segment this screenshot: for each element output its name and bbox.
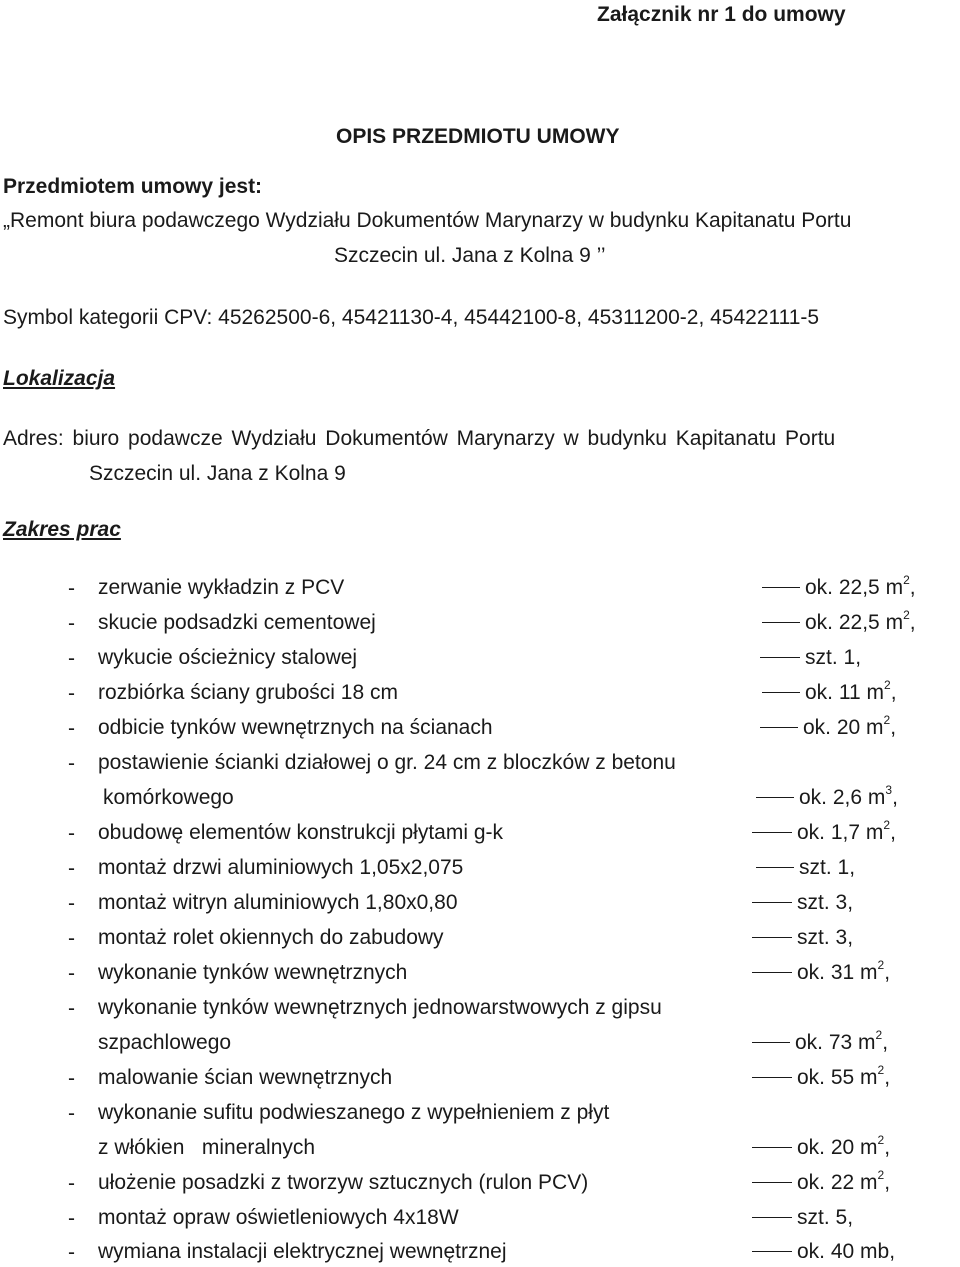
list-dash: - <box>68 1207 75 1230</box>
quantity-suffix: , <box>847 1206 854 1229</box>
quantity-suffix: , <box>884 1066 891 1089</box>
quantity-suffix: , <box>847 891 854 914</box>
quantity-suffix: , <box>909 576 916 599</box>
scope-item-quantity <box>752 1133 891 1159</box>
scope-item-description: wymiana instalacji elektrycznej wewnętrznej <box>98 1240 507 1263</box>
unit-exponent: 2 <box>883 818 891 832</box>
quantity-value: 22,5 m <box>838 576 904 599</box>
unit-exponent: 2 <box>877 1133 885 1147</box>
quantity-value: 5 <box>835 1206 848 1229</box>
list-dash: - <box>68 752 75 775</box>
scope-item-quantity <box>752 1207 853 1228</box>
scope-item-description: montaż opraw oświetleniowych 4x18W <box>98 1206 459 1229</box>
quantity-suffix: , <box>884 1136 891 1159</box>
unit-exponent: 2 <box>883 713 891 727</box>
scope-item-description: ułożenie posadzki z tworzyw sztucznych (rulon PCV) <box>98 1171 589 1194</box>
list-dash: - <box>68 682 75 705</box>
scope-item <box>0 1101 960 1159</box>
quantity-suffix: , <box>889 1240 896 1263</box>
unit-exponent: 2 <box>903 608 910 622</box>
scope-item-description: montaż witryn aluminiowych 1,80x0,80 <box>98 891 458 914</box>
unit-exponent: 2 <box>875 1028 883 1042</box>
scope-item <box>0 573 960 603</box>
unit-exponent: 2 <box>877 1063 885 1077</box>
scope-item <box>0 1241 960 1267</box>
quantity-prefix: ok. <box>799 786 833 809</box>
scope-item-description: skucie podsadzki cementowej <box>98 611 376 634</box>
dash-line <box>752 1217 792 1219</box>
quantity-value: 20 m <box>836 716 884 739</box>
scope-item <box>0 647 960 673</box>
subject-line-2: Szczecin ul. Jana z Kolna 9 ’’ <box>334 244 606 267</box>
dash-line <box>752 832 792 834</box>
subject-label: Przedmiotem umowy jest: <box>3 175 263 198</box>
scope-item-description-continued: szpachlowego <box>98 1031 232 1054</box>
scope-item-description: wykonanie tynków wewnętrznych jednowarstwowych z gipsu <box>98 996 662 1019</box>
quantity-value: 2,6 m <box>832 786 886 809</box>
quantity-suffix: , <box>890 681 897 704</box>
scope-item-quantity <box>752 892 853 913</box>
list-dash: - <box>68 1102 75 1125</box>
unit-exponent: 2 <box>884 678 891 692</box>
scope-item-quantity <box>752 1063 891 1089</box>
scope-item <box>0 958 960 988</box>
scope-item <box>0 818 960 848</box>
dash-line <box>762 692 800 694</box>
quantity-prefix: szt. <box>799 856 838 879</box>
quantity-value: 1 <box>837 856 850 879</box>
scope-item-description: obudowę elementów konstrukcji płytami g-k <box>98 821 504 844</box>
scope-item-quantity <box>752 1241 895 1262</box>
dash-line <box>752 1251 792 1253</box>
quantity-prefix: ok. <box>797 1136 831 1159</box>
quantity-prefix: ok. <box>805 576 839 599</box>
scope-item-quantity <box>760 713 897 739</box>
quantity-suffix: , <box>855 646 862 669</box>
scope-item-description: wykonanie sufitu podwieszanego z wypełnieniem z płyt <box>98 1101 610 1124</box>
dash-line <box>752 902 792 904</box>
scope-item-description-continued: z włókien mineralnych <box>98 1136 316 1159</box>
quantity-suffix: , <box>849 856 856 879</box>
scope-item-description-continued: komórkowego <box>103 786 234 809</box>
scope-item-quantity <box>762 608 916 634</box>
scope-item <box>0 927 960 953</box>
quantity-value: 22 m <box>830 1171 878 1194</box>
quantity-prefix: ok. <box>797 821 831 844</box>
scope-item-quantity <box>760 647 861 668</box>
scope-item-description: malowanie ścian wewnętrznych <box>98 1066 393 1089</box>
scope-item-description: rozbiórka ściany grubości 18 cm <box>98 681 398 704</box>
quantity-prefix: ok. <box>805 611 839 634</box>
list-dash: - <box>68 717 75 740</box>
quantity-prefix: ok. <box>803 716 837 739</box>
scope-item-quantity <box>756 857 855 878</box>
scope-item-quantity <box>762 678 897 704</box>
subject-line-1: „Remont biura podawczego Wydziału Dokumentów Marynarzy w budynku Kapitanatu Portu <box>3 209 852 232</box>
quantity-value: 20 m <box>830 1136 878 1159</box>
quantity-prefix: ok. <box>795 1031 829 1054</box>
scope-item-quantity <box>756 783 898 809</box>
list-dash: - <box>68 892 75 915</box>
quantity-suffix: , <box>847 926 854 949</box>
unit-exponent: 2 <box>877 958 885 972</box>
dash-line <box>756 797 794 799</box>
dash-line <box>752 1077 792 1079</box>
scope-heading: Zakres prac <box>3 518 121 541</box>
scope-item-quantity <box>762 573 916 599</box>
quantity-prefix: ok. <box>805 681 839 704</box>
quantity-suffix: , <box>892 786 898 809</box>
scope-item <box>0 751 960 809</box>
dash-line <box>762 587 800 589</box>
quantity-suffix: , <box>890 821 896 844</box>
scope-item-quantity <box>752 818 896 844</box>
unit-exponent: 2 <box>877 1168 885 1182</box>
quantity-prefix: szt. <box>797 1206 836 1229</box>
list-dash: - <box>68 577 75 600</box>
dash-line <box>752 1182 792 1184</box>
scope-item-description: zerwanie wykładzin z PCV <box>98 576 345 599</box>
quantity-suffix: , <box>909 611 916 634</box>
list-dash: - <box>68 1067 75 1090</box>
quantity-value: 31 m <box>830 961 878 984</box>
quantity-suffix: , <box>882 1031 889 1054</box>
dash-line <box>756 867 794 869</box>
quantity-value: 73 m <box>828 1031 876 1054</box>
scope-item <box>0 1168 960 1198</box>
list-dash: - <box>68 612 75 635</box>
quantity-value: 11 m <box>838 681 884 704</box>
quantity-value: 22,5 m <box>838 611 904 634</box>
unit-exponent: 3 <box>885 783 893 797</box>
scope-item-description: wykucie ościeżnicy stalowej <box>98 646 358 669</box>
quantity-value: 40 mb <box>830 1240 890 1263</box>
list-dash: - <box>68 997 75 1020</box>
scope-item-quantity <box>752 958 891 984</box>
scope-item <box>0 1063 960 1093</box>
quantity-prefix: ok. <box>797 1066 831 1089</box>
scope-item-description: wykonanie tynków wewnętrznych <box>98 961 408 984</box>
list-dash: - <box>68 647 75 670</box>
scope-item-description: montaż rolet okiennych do zabudowy <box>98 926 444 949</box>
dash-line <box>752 1042 790 1044</box>
scope-item <box>0 892 960 918</box>
list-dash: - <box>68 962 75 985</box>
quantity-value: 3 <box>835 891 848 914</box>
quantity-suffix: , <box>884 961 891 984</box>
dash-line <box>752 937 792 939</box>
annex-label: Załącznik nr 1 do umowy <box>597 3 846 26</box>
quantity-suffix: , <box>890 716 897 739</box>
quantity-prefix: szt. <box>797 926 836 949</box>
dash-line <box>762 622 800 624</box>
quantity-prefix: ok. <box>797 1240 831 1263</box>
scope-item <box>0 608 960 638</box>
list-dash: - <box>68 857 75 880</box>
scope-item <box>0 1207 960 1233</box>
dash-line <box>752 972 792 974</box>
document-title: OPIS PRZEDMIOTU UMOWY <box>336 125 620 148</box>
quantity-prefix: szt. <box>805 646 844 669</box>
address-line-1: Adres: biuro podawcze Wydziału Dokumentów Marynarzy w budynku Kapitanatu Portu <box>3 427 836 450</box>
quantity-value: 1 <box>843 646 856 669</box>
quantity-prefix: szt. <box>797 891 836 914</box>
address-line-2: Szczecin ul. Jana z Kolna 9 <box>89 462 346 485</box>
scope-item-quantity <box>752 927 853 948</box>
list-dash: - <box>68 1172 75 1195</box>
scope-item-description: odbicie tynków wewnętrznych na ścianach <box>98 716 493 739</box>
scope-item-description: montaż drzwi aluminiowych 1,05x2,075 <box>98 856 464 879</box>
quantity-prefix: ok. <box>797 961 831 984</box>
scope-item-quantity <box>752 1168 891 1194</box>
quantity-prefix: ok. <box>797 1171 831 1194</box>
quantity-value: 1,7 m <box>830 821 884 844</box>
dash-line <box>760 727 798 729</box>
unit-exponent: 2 <box>903 573 910 587</box>
scope-item <box>0 713 960 743</box>
quantity-value: 55 m <box>830 1066 878 1089</box>
list-dash: - <box>68 927 75 950</box>
quantity-suffix: , <box>884 1171 891 1194</box>
scope-item-quantity <box>752 1028 889 1054</box>
list-dash: - <box>68 1241 75 1264</box>
scope-item-description: postawienie ścianki działowej o gr. 24 cm z bloczków z betonu <box>98 751 676 774</box>
dash-line <box>760 657 800 659</box>
list-dash: - <box>68 822 75 845</box>
location-heading: Lokalizacja <box>3 367 116 390</box>
scope-item <box>0 996 960 1054</box>
cpv-codes: Symbol kategorii CPV: 45262500-6, 45421130-4, 45442100-8, 45311200-2, 45422111-5 <box>3 306 820 329</box>
dash-line <box>752 1147 792 1149</box>
scope-item <box>0 857 960 883</box>
scope-item <box>0 678 960 708</box>
quantity-value: 3 <box>835 926 848 949</box>
